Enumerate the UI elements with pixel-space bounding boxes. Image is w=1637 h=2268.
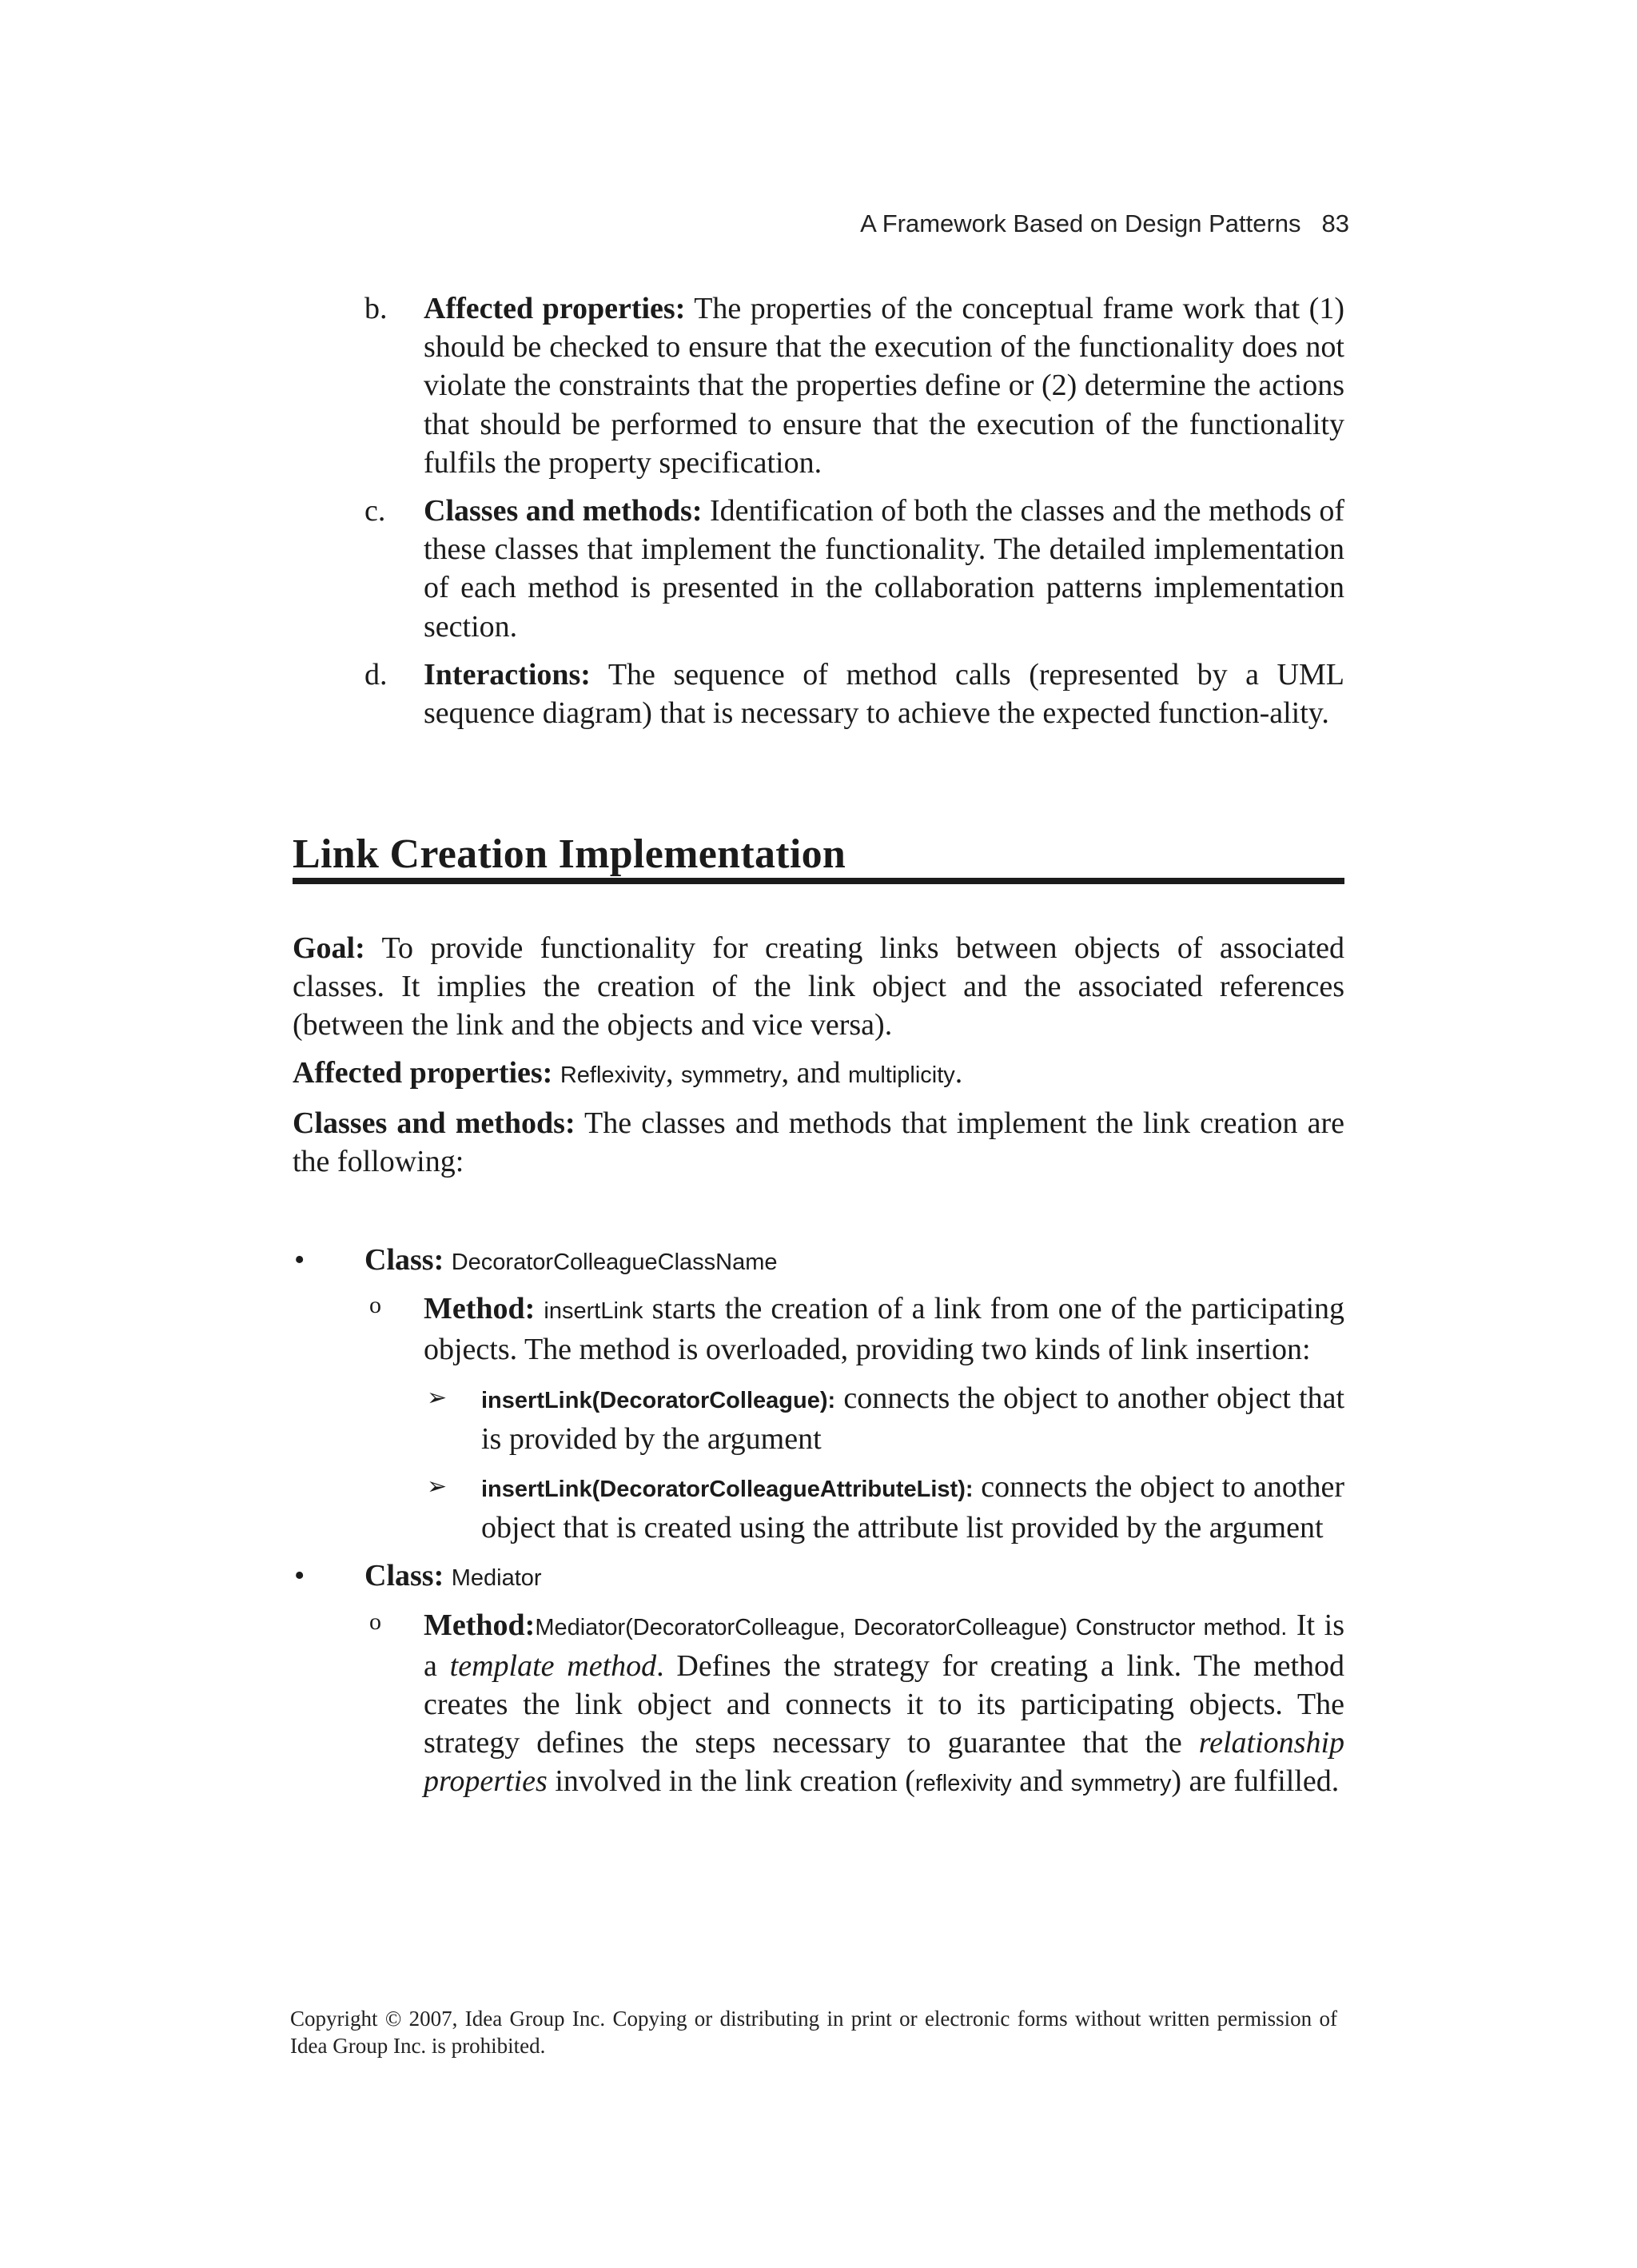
class-item-decorator <box>293 1241 1344 1281</box>
property-reflexivity: reflexivity <box>914 1771 1012 1797</box>
class-label: Class: <box>364 1559 444 1593</box>
list-term: Classes and methods: <box>424 494 703 528</box>
list-term: Affected properties: <box>424 292 686 325</box>
lettered-list <box>293 289 1344 742</box>
property-symmetry: symmetry <box>681 1062 782 1088</box>
copyright-footer: Copyright © 2007, Idea Group Inc. Copying or distributing in print or electronic forms without written permission of Idea Group Inc. is prohibited. <box>290 2007 1337 2058</box>
overload-body <box>481 1379 1344 1458</box>
property-symmetry: symmetry <box>1070 1771 1172 1797</box>
overload-body <box>481 1468 1344 1547</box>
list-letter: c. <box>364 494 386 528</box>
list-letter: b. <box>364 292 388 325</box>
signature-suffix: ): <box>958 1477 974 1503</box>
arrow-bullet-icon: ➢ <box>427 1384 448 1411</box>
goal-term: Goal: <box>293 931 365 965</box>
method-text: starts the creation of a link from one of the participating objects. The method is overloaded, providing two kinds of link insertion: <box>424 1292 1344 1367</box>
method-text: . Defines the strategy for creating a link. The method creates the link object and connects it to its participating objects. The strategy defines the steps necessary to guarantee that the <box>424 1648 1345 1760</box>
affected-paragraph <box>293 1054 1344 1094</box>
class-line <box>364 1557 1344 1597</box>
method-item-insertlink <box>363 1289 1344 1369</box>
signature-arg: DecoratorColleagueAttributeList <box>599 1477 958 1503</box>
method-name: insertLink <box>544 1298 643 1325</box>
term-relationship-properties: relationship properties <box>424 1726 1344 1799</box>
goal-text: To provide functionality for creating links between objects of associated classes. It implies the creation of the link object and the associated references (between the link and the objects and vice versa). <box>293 931 1344 1042</box>
method-text: It is a <box>424 1608 1344 1683</box>
method-signature: Mediator(DecoratorColleague, DecoratorColleague) Constructor method. <box>535 1614 1288 1640</box>
list-text: The properties of the conceptual frame work that (1) should be checked to ensure that the execution of the functionality does not violate the constraints that the properties define or (2) determine the actions that should be performed to ensure that the execution of the functionality fulfils the property specification. <box>424 292 1344 480</box>
method-item-mediator <box>363 1606 1344 1804</box>
property-multiplicity: multiplicity <box>848 1062 955 1088</box>
signature-suffix: ): <box>819 1387 836 1413</box>
overload-item-2 <box>424 1468 1344 1547</box>
method-text: involved in the link creation ( <box>547 1764 915 1799</box>
class-outline <box>293 1241 1344 1813</box>
term-template-method: template method <box>449 1648 657 1683</box>
affected-term: Affected properties: <box>293 1056 553 1090</box>
overload-item-1 <box>424 1379 1344 1458</box>
running-title: A Framework Based on Design Patterns <box>860 209 1301 237</box>
goal-paragraph <box>293 929 1344 1044</box>
separator: , <box>666 1056 681 1090</box>
class-name: Mediator <box>451 1565 542 1592</box>
section-intro <box>293 929 1344 1190</box>
method-label: Method: <box>424 1608 536 1642</box>
section-heading: Link Creation Implementation <box>293 831 846 877</box>
classes-term: Classes and methods: <box>293 1106 576 1140</box>
signature-prefix: insertLink( <box>481 1477 600 1503</box>
heading-rule <box>293 878 1344 884</box>
overload-text: connects the object to another object that is provided by the argument <box>481 1381 1344 1456</box>
class-line <box>364 1241 1344 1281</box>
method-body <box>424 1289 1344 1369</box>
method-label: Method: <box>424 1292 536 1326</box>
list-text: The sequence of method calls (represented by a UML sequence diagram) that is necessary to achieve the expected function-ality. <box>424 657 1344 731</box>
bullet-icon: • <box>294 1559 305 1593</box>
arrow-bullet-icon: ➢ <box>427 1473 448 1501</box>
list-body <box>424 656 1344 732</box>
page-number: 83 <box>1321 209 1349 237</box>
class-item-mediator <box>293 1557 1344 1597</box>
list-body <box>424 492 1344 646</box>
list-text: Identification of both the classes and the methods of these classes that implement the functionality. The detailed implementation of each method is presented in the collaboration patterns implementation section. <box>424 494 1344 644</box>
class-label: Class: <box>364 1243 444 1277</box>
classes-paragraph <box>293 1104 1344 1181</box>
list-item-c <box>293 492 1344 646</box>
list-body <box>424 289 1344 482</box>
separator: , and <box>781 1056 849 1090</box>
circle-bullet-icon: o <box>369 1292 381 1319</box>
bullet-icon: • <box>294 1243 305 1277</box>
method-text: ) are fulfilled. <box>1171 1764 1340 1799</box>
classes-text: The classes and methods that implement the link creation are the following: <box>293 1106 1344 1178</box>
signature-prefix: insertLink( <box>481 1387 600 1413</box>
property-reflexivity: Reflexivity <box>560 1062 666 1088</box>
class-name: DecoratorColleagueClassName <box>451 1250 778 1275</box>
list-term: Interactions: <box>424 657 591 692</box>
circle-bullet-icon: o <box>369 1608 381 1635</box>
running-head <box>860 209 1349 238</box>
list-item-b <box>293 289 1344 482</box>
method-body <box>424 1606 1344 1804</box>
terminal-period: . <box>954 1056 963 1090</box>
list-item-d <box>293 656 1344 732</box>
overload-text: connects the object to another object that is created using the attribute list provided by the argument <box>481 1470 1344 1545</box>
signature-arg: DecoratorColleague <box>599 1387 820 1413</box>
method-text: and <box>1011 1764 1071 1799</box>
list-letter: d. <box>364 657 388 692</box>
